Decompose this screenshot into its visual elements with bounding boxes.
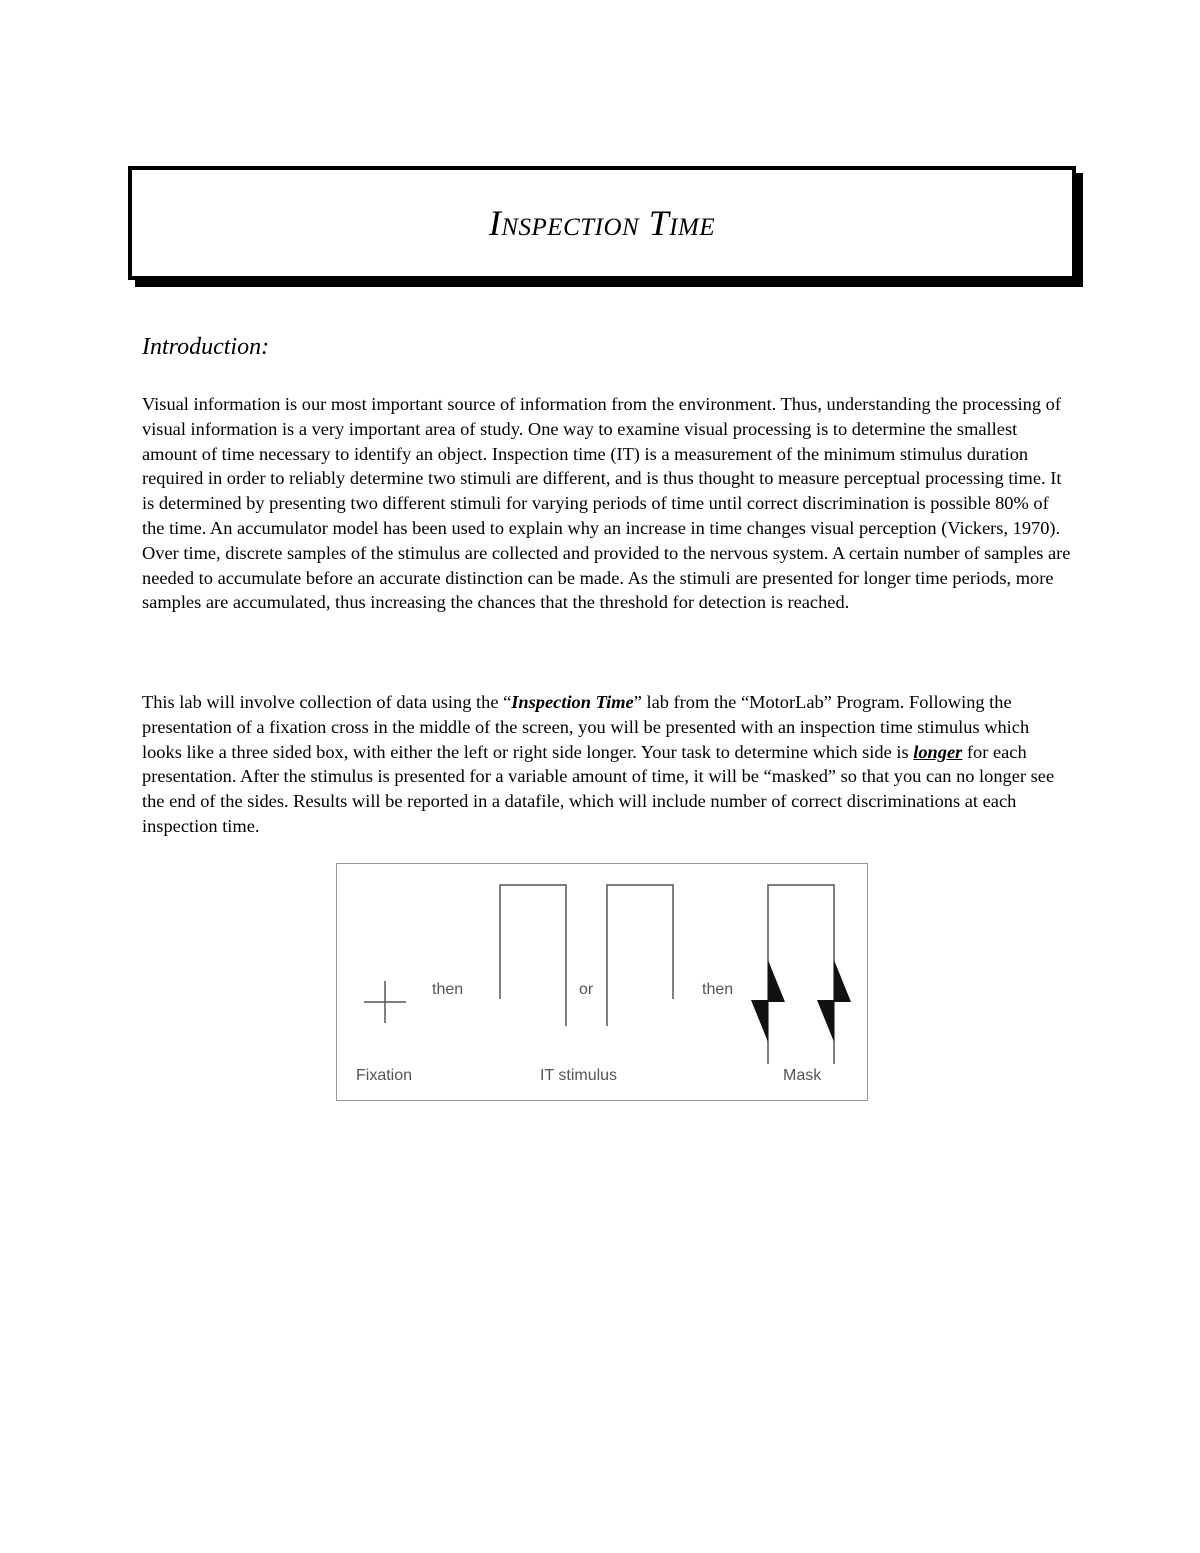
figure-drawing (337, 864, 867, 1100)
or-label: or (579, 981, 594, 998)
longer-emphasis: longer (913, 741, 963, 762)
introduction-heading: Introduction: (142, 334, 270, 360)
paragraph-part-2: ” lab from the “MotorLab” Program. Following the presentation of a fixation cross in the middle of the screen, you will be presented with an inspection time stimulus which looks like a three sided box, with either the left or right side longer. Your task to determine which side is (142, 692, 1030, 762)
mask-icon (751, 885, 851, 1064)
title-box (128, 166, 1076, 280)
mask-label: Mask (783, 1067, 822, 1084)
then-label-1: then (432, 981, 464, 998)
page-title: Inspection Time (488, 203, 716, 243)
inspection-time-emphasis: Inspection Time (511, 692, 634, 712)
paragraph-lab-description (142, 690, 1072, 839)
inspection-time-figure (336, 863, 868, 1101)
fixation-label: Fixation (356, 1067, 413, 1084)
fixation-cross-icon (364, 981, 406, 1023)
paragraph-intro: Visual information is our most important source of information from the environment. Thus, understanding the processing of visual information is a very important area of study. One way to examine visual processing is to determine the smallest amount of time necessary to identify an object. Inspection time (IT) is a measurement of the minimum stimulus duration required in order to reliably determine two stimuli are different, and is thus thought to measure perceptual processing time. It is determined by presenting two different stimuli for varying periods of time until correct discrimination is possible 80% of the time. An accumulator model has been used to explain why an increase in time changes visual perception (Vickers, 1970). Over time, discrete samples of the stimulus are collected and provided to the nervous system. A certain number of samples are needed to accumulate before an accurate distinction can be made. As the stimuli are presented for longer time periods, more samples are accumulated, thus increasing the chances that the threshold for detection is reached. (142, 394, 1071, 613)
stimulus-left-longer-icon (607, 885, 673, 1026)
then-label-2: then (702, 981, 734, 998)
stimulus-right-longer-icon (500, 885, 566, 1026)
paragraph-part-3: for each presentation. After the stimulus is presented for a variable amount of time, it will be “masked” so that you can no longer see the end of the sides. Results will be reported in a datafile, which will include number of correct discriminations at each inspection time. (142, 741, 1055, 836)
it-stimulus-label: IT stimulus (540, 1067, 618, 1084)
paragraph-part-1: This lab will involve collection of data using the “ (142, 692, 512, 712)
